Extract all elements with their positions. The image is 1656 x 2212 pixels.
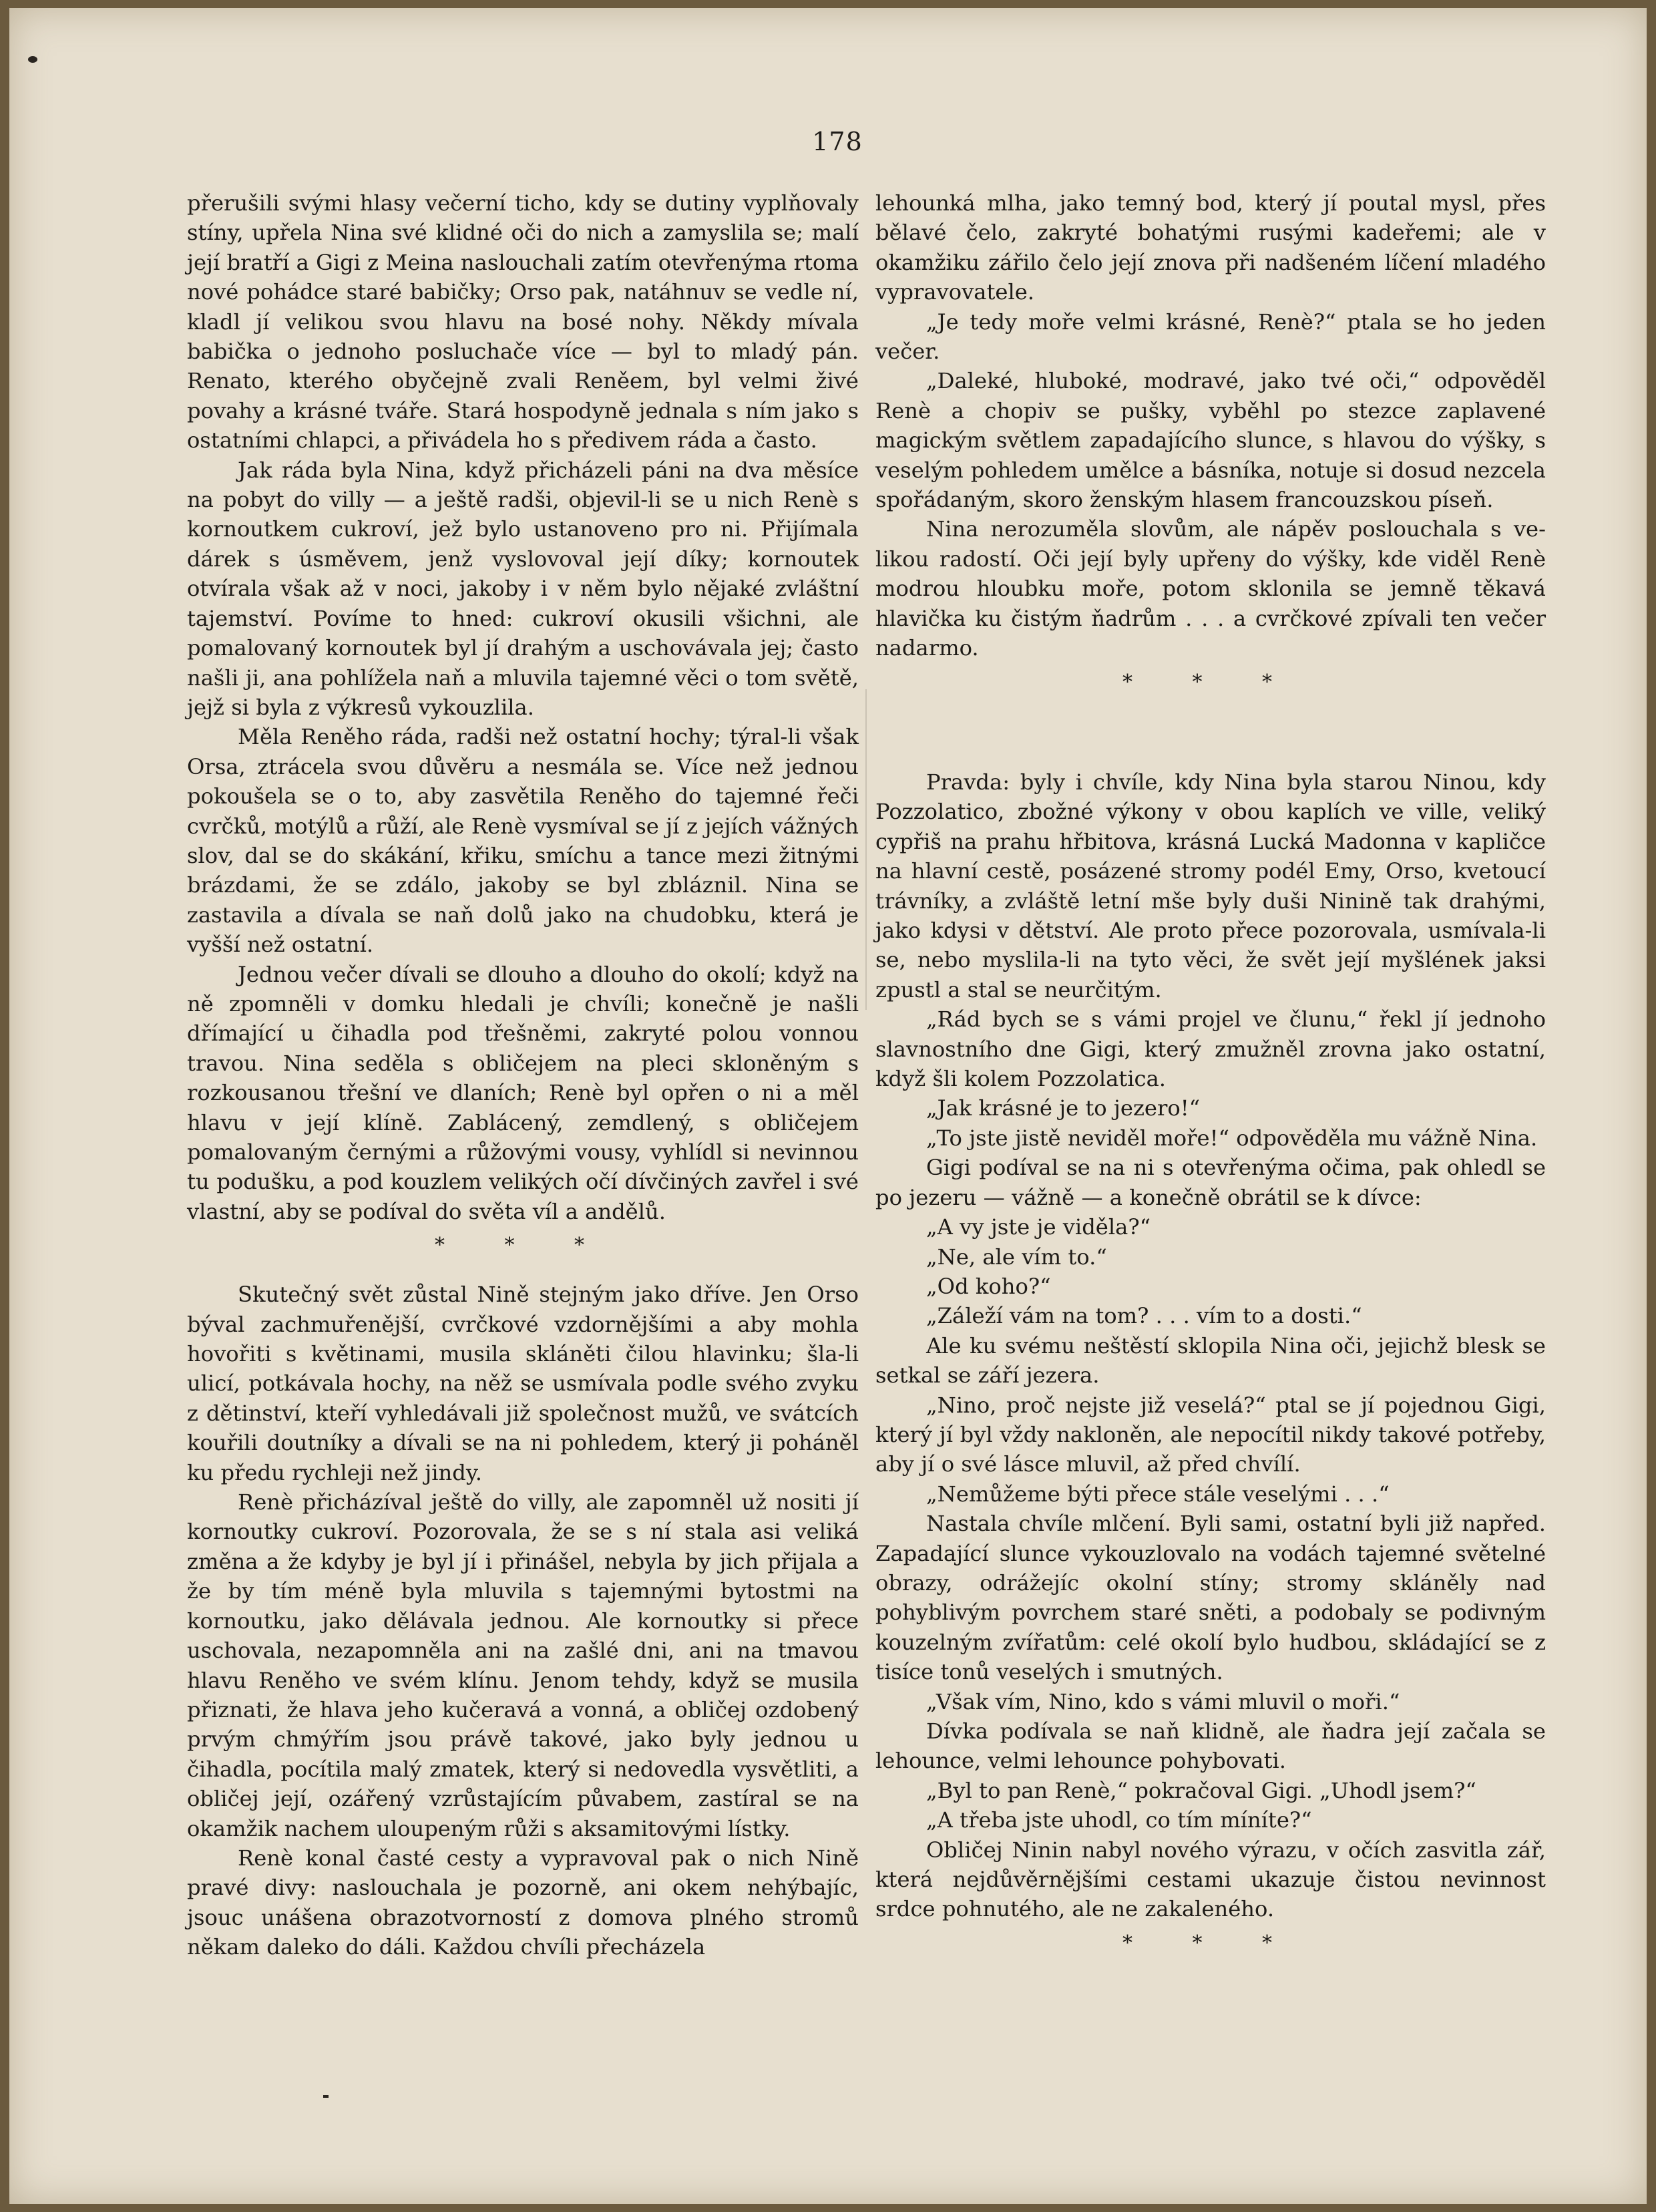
paragraph: Jak ráda byla Nina, když přicházeli páni na dva měsíce na pobyt do villy — a ještě radši, objevil-li se u nich Renè s kornoutkem cukroví, jež bylo ustanoveno pro ni. Přijímala dárek s úsměvem, jenž vyslovoval její díky; kornoutek otvírala však až v noci, jakoby i v něm bylo nějaké zvláštní tajemství. Povíme to hned: cukroví okusili všichni, ale pomalovaný kornoutek byl jí drahým a uschovávala jej; často našli ji, ana pohlížela naň a mluvila tajemné věci o tom světě, jejž si byla z výkresů vykouzlila. <box>187 457 859 720</box>
paragraph: Ale ku svému neštěstí sklopila Nina oči, jejichž blesk se setkal se září jezera. <box>875 1332 1546 1389</box>
print-mark <box>323 2095 329 2098</box>
paragraph: „Záleží vám na tom? . . . vím to a dosti.“ <box>926 1303 1362 1329</box>
paragraph: „A třeba jste uhodl, co tím míníte?“ <box>926 1807 1312 1833</box>
book-page <box>9 8 1647 2204</box>
paragraph: Gigi podíval se na ni s otevřenýma očima, pak ohledl se po jezeru — vážně — a konečně obrátil se k dívce: <box>875 1155 1546 1210</box>
paragraph: „Ne, ale vím to.“ <box>926 1244 1107 1270</box>
paragraph: „Byl to pan Renè,“ pokračoval Gigi. „Uhodl jsem?“ <box>926 1777 1476 1803</box>
paragraph: Měla Reněho ráda, radši než ostatní hochy; týral-li však Orsa, ztrácela svou důvěru a nesmála se. Více než jednou pokoušela se o to, aby zasvětila Reněho do tajemné řeči cvrčků, motýlů a růží, ale Renè vysmíval se jí z jejích vážných slov, dal se do skákání, křiku, smíchu a tance mezi žitnými brázdami, že se zdálo, jakoby se byl zbláznil. Nina se zastavila a dívala se naň dolů jako na chudobku, která je vyšší než ostatní. <box>187 724 859 958</box>
paragraph: Skutečný svět zůstal Nině stejným jako dříve. Jen Orso býval zachmuřenější, cvrčkové vzdornějšími a aby mohla hovořiti s květinami, musila skláněti čilou hlavinku; šla-li ulicí, potkávala hochy, na něž se usmívala podle svého zvyku z dětinství, kteří vyhledávali již společnost mužů, ve svátcích kouřili doutníky a dívali se na ni pohledem, který ji poháněl ku předu rychleji než jindy. <box>187 1282 859 1485</box>
left-column <box>187 188 859 1962</box>
paragraph: Renè konal časté cesty a vypravoval pak o nich Nině pravé divy: naslouchala je pozorně, ani okem nehýbajíc, jsouc unášena obrazotvorností z domova plného stromů někam daleko do dáli. Každou chvíli přecházela <box>187 1845 859 1960</box>
paragraph: „To jste jistě neviděl moře!“ odpověděla mu vážně Nina. <box>926 1125 1538 1151</box>
paragraph: přerušili svými hlasy večerní ticho, kdy se dutiny vyplňovaly stíny, upřela Nina své klidné oči do nich a zamyslila se; malí její bratří a Gigi z Meina naslouchali zatím otevřenýma rtoma nové pohádce staré babičky; Orso pak, natáhnuv se vedle ní, kladl jí velikou svou hlavu na bosé nohy. Někdy mívala babička o jednoho posluchače více — byl to mladý pán. Renato, kterého obyčejně zvali Reněem, byl velmi živé povahy a krásné tváře. Stará hospodyně jednala s ním jako s ostatními chlapci, a přivádela ho s předivem ráda a často. <box>187 190 859 453</box>
paragraph: Renè přicházíval ještě do villy, ale zapomněl už nositi jí kornoutky cukroví. Pozorovala, že se s ní stala asi veliká změna a že kdyby je byl jí i přinášel, nebyla by jich přijala a že by tím méně byla mluvila s tajemnými bytostmi na kornoutku, jako dělávala jednou. Ale kornoutky si přece uschovala, nezapomněla ani na zašlé dni, ani na tmavou hlavu Reněho ve svém klínu. Jenom tehdy, když se musila přiznati, že hlava jeho kučeravá a vonná, a obličej ozdobený prvým chmýřím jsou právě takové, jako byly jednou u čihadla, pocítila malý zmatek, který si nedovedla vysvětliti, a obličej její, ozářený vzrůstajícím půvabem, zastíral se na okamžik nachem uloupeným růži s aksamitovými lístky. <box>187 1489 859 1841</box>
paragraph: „Rád bych se s vámi projel ve člunu,“ řekl jí jednoho slavnostního dne Gigi, který zmužněl zrovna jako ostatní, když šli kolem Pozzolatica. <box>875 1006 1546 1092</box>
paragraph: „A vy jste je viděla?“ <box>926 1214 1151 1240</box>
paragraph: „Od koho?“ <box>926 1273 1051 1299</box>
paragraph: Jednou večer dívali se dlouho a dlouho do okolí; když na ně zpomněli v domku hledali je chvíli; konečně je našli dřímající u čihadla pod třešněmi, zakryté polou vonnou travou. Nina seděla s obličejem na pleci skloněným s rozkousanou třešní ve dlaních; Renè byl opřen o ni a měl hlavu v její klíně. Zablácený, zemdlený, s obličejem pomalovaným černými a růžovými vousy, vyhlídl si nevinnou tu podušku, a pod kouzlem velikých očí dívčiných zavřel i své vlastní, aby se podíval do světa víl a andělů. <box>187 961 859 1224</box>
right-column-bottom <box>875 767 1546 1978</box>
paragraph: „Nino, proč nejste již veselá?“ ptal se jí pojednou Gigi, který jí byl vždy nakloněn, ale nepocítil nikdy takové potřeby, aby jí o své lásce mluvil, až před chvílí. <box>875 1392 1546 1477</box>
paragraph: lehounká mlha, jako temný bod, který jí poutal mysl, přes bělavé čelo, zakryté bohatými rusými kadeřemi; ale v okamžiku zářilo čelo její znova při nadšeném líčení mladého vypravovatele. <box>875 190 1546 305</box>
paragraph: Obličej Ninin nabyl nového výrazu, v očích zasvitla zář, která nejdůvěrnějšími cestami ukazuje čistou nevinnost srdce pohnutého, ale ne zakaleného. <box>875 1837 1546 1922</box>
section-break: * * * <box>1122 670 1299 694</box>
paragraph: Nina nerozuměla slovům, ale nápěv poslouchala s velikou radostí. Oči její byly upřeny do výšky, kde viděl Renè modrou hloubku moře, potom sklonila se jemně těkavá hlavička ku čistým ňadrům . . . a cvrčkové zpívali ten večer nadarmo. <box>875 516 1546 661</box>
paragraph: Dívka podívala se naň klidně, ale ňadra její začala se lehounce, velmi lehounce pohybovati. <box>875 1718 1546 1774</box>
paragraph: Pravda: byly i chvíle, kdy Nina byla starou Ninou, kdy Pozzolatico, zbožné výkony v obou kaplích ve ville, veliký cypřiš na prahu hřbitova, krásná Lucká Madonna v kapličce na hlavní cestě, posázené stromy podél Emy, Orso, kvetoucí trávníky, a zvláště letní mše byly duši Ninině tak drahými, jako kdysi v dětství. Ale proto přece pozorovala, usmívala-li se, nebo myslila-li na tyto věci, že svět její myšlének jaksi zpustl a stal se neurčitým. <box>875 769 1546 1002</box>
page-number: 178 <box>812 127 863 156</box>
paragraph: „Jak krásné je to jezero!“ <box>926 1095 1201 1121</box>
column-divider <box>865 689 867 1010</box>
right-column-top <box>875 188 1546 717</box>
paragraph: „Daleké, hluboké, modravé, jako tvé oči,“ odpověděl Renè a chopiv se pušky, vyběhl po stezce zaplavené magickým světlem zapadajícího slunce, s hlavou do výšky, s veselým pohledem umělce a básníka, notuje si dosud nezcela spořádaným, skoro ženským hlasem francouzskou píseň. <box>875 368 1546 513</box>
section-break: * * * <box>434 1234 612 1258</box>
paragraph: „Nemůžeme býti přece stále veselými . . .“ <box>926 1481 1390 1507</box>
paragraph: „Však vím, Nino, kdo s vámi mluvil o moři.“ <box>926 1688 1400 1714</box>
section-break: * * * <box>1122 1931 1299 1955</box>
paragraph: Nastala chvíle mlčení. Byli sami, ostatní byli již napřed. Zapadající slunce vykouzlovalo na vodách tajemné světelné obrazy, odrážejíc okolní stíny; stromy skláněly nad pohyblivým povrchem staré sněti, a podobaly se podivným kouzelným zvířatům: celé okolí bylo hudbou, skládající se z tisíce tonů veselých i smutných. <box>875 1511 1546 1685</box>
corner-mark <box>28 56 37 63</box>
paragraph: „Je tedy moře velmi krásné, Renè?“ ptala se ho jeden večer. <box>875 309 1546 365</box>
